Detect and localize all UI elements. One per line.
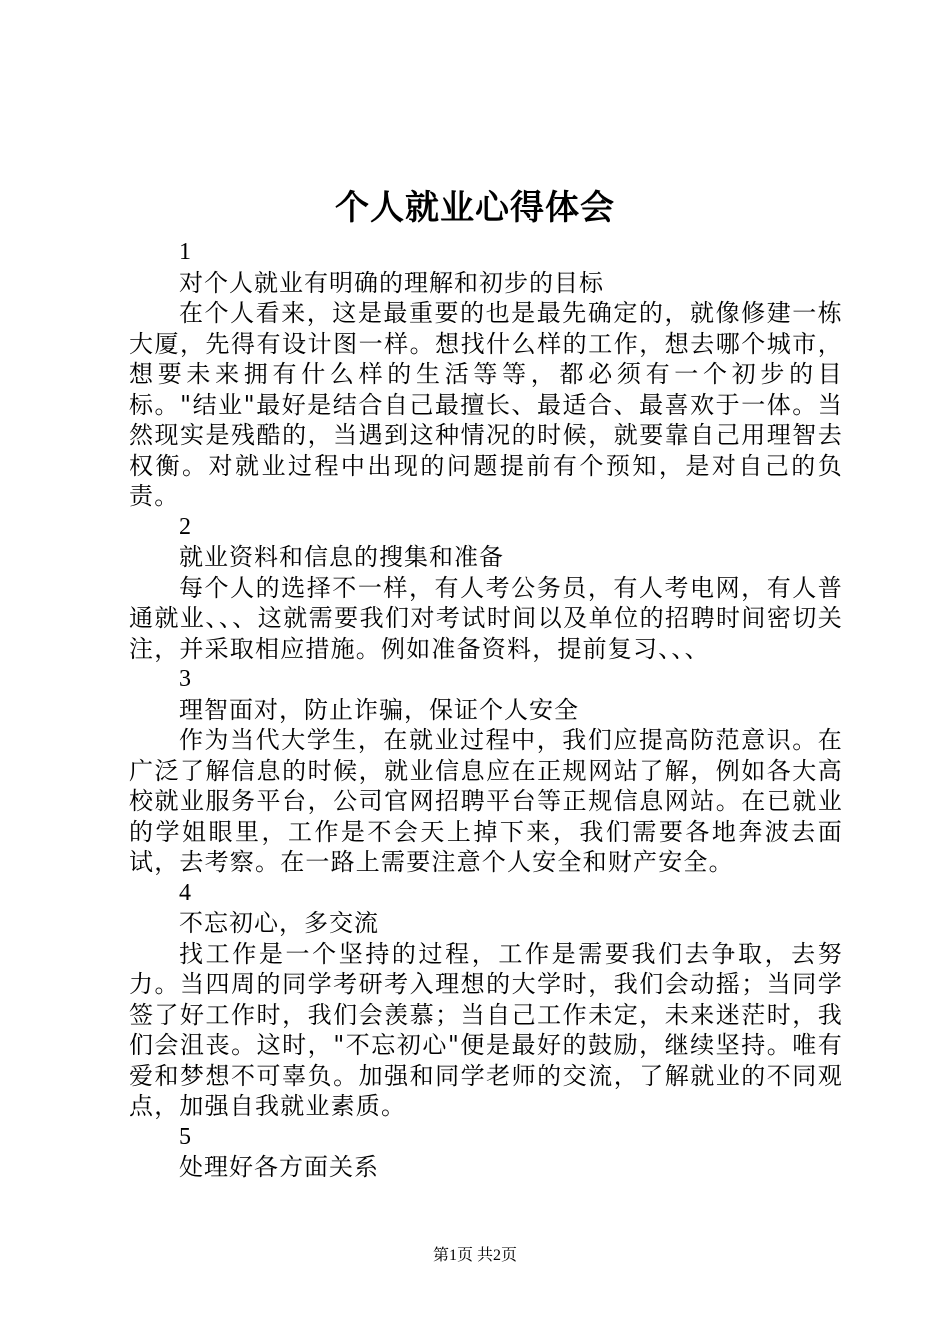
- section-number: 5: [179, 1123, 191, 1150]
- section-heading: 不忘初心，多交流: [179, 909, 379, 937]
- section-paragraph: 每个人的选择不一样，有人考公务员，有人考电网，有人普通就业、、、这就需要我们对考试时间以及单位的招聘时间密切关注，并采取相应措施。例如准备资料，提前复习、、、: [129, 573, 843, 663]
- section-heading: 处理好各方面关系: [179, 1153, 379, 1181]
- document-body: [129, 237, 843, 1183]
- section-4: [129, 878, 843, 1122]
- section-paragraph: 在个人看来，这是最重要的也是最先确定的，就像修建一栋大厦，先得有设计图一样。想找什么样的工作，想去哪个城市，想要未来拥有什么样的生活等等，都必须有一个初步的目标。"结业"最好是结合自己最擅长、最适合、最喜欢于一体。当然现实是残酷的，当遇到这种情况的时候，就要靠自己用理智去权衡。对就业过程中出现的问题提前有个预知，是对自己的负责。: [129, 299, 843, 510]
- section-1: [129, 237, 843, 512]
- document-title: 个人就业心得体会: [335, 188, 615, 228]
- section-number: 2: [179, 513, 191, 540]
- section-5: [129, 1122, 843, 1183]
- section-number: 4: [179, 879, 191, 906]
- section-number: 1: [179, 239, 191, 265]
- page-footer: 第1页 共2页: [432, 1247, 517, 1264]
- section-heading: 对个人就业有明确的理解和初步的目标: [179, 268, 604, 297]
- section-heading: 理智面对，防止诈骗，保证个人安全: [179, 695, 579, 724]
- section-3: [129, 664, 843, 878]
- section-number: 3: [179, 666, 191, 692]
- section-heading: 就业资料和信息的搜集和准备: [179, 543, 504, 571]
- section-paragraph: 找工作是一个坚持的过程，工作是需要我们去争取，去努力。当四周的同学考研考入理想的大学时，我们会动摇；当同学签了好工作时，我们会羡慕；当自己工作未定，未来迷茫时，我们会沮丧。这时，"不忘初心"便是最好的鼓励，继续坚持。唯有爱和梦想不可辜负。加强和同学老师的交流，了解就业的不同观点，加强自我就业素质。: [129, 939, 843, 1120]
- section-paragraph: 作为当代大学生，在就业过程中，我们应提高防范意识。在广泛了解信息的时候，就业信息应在正规网站了解，例如各大高校就业服务平台，公司官网招聘平台等正规信息网站。在已就业的学姐眼里，工作是不会天上掉下来，我们需要各地奔波去面试，去考察。在一路上需要注意个人安全和财产安全。: [129, 726, 843, 876]
- section-2: [129, 512, 843, 665]
